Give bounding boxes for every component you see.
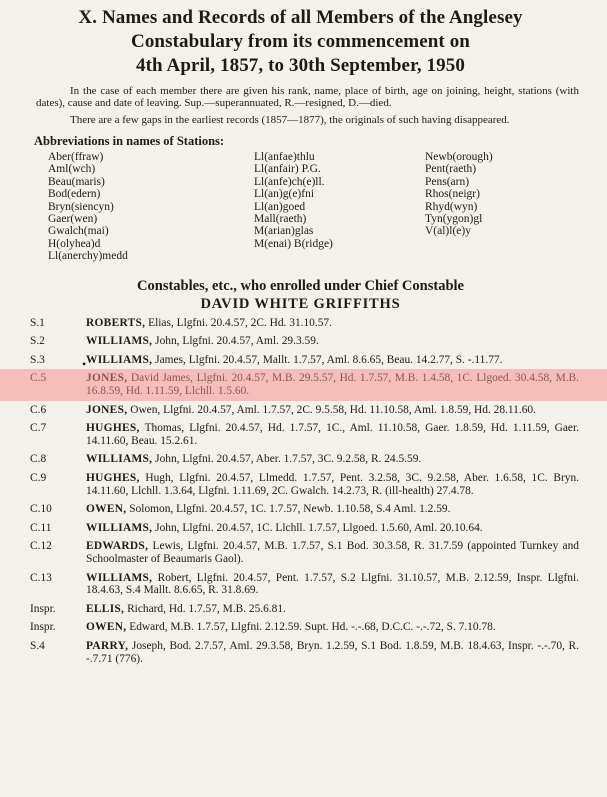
record-entry: [22, 317, 579, 330]
record-rank-code: C.10: [30, 503, 52, 516]
abbreviation-item: Bryn(siencyn): [48, 200, 114, 213]
record-entry: [22, 335, 579, 348]
record-text: [86, 472, 579, 497]
record-details: James, Llgfni. 20.4.57, Mallt. 1.7.57, Aml. 8.6.65, Beau. 14.2.77, S. -.11.77.: [152, 353, 503, 366]
abbreviation-item: Rhyd(wyn): [425, 200, 478, 213]
title-line-3: 4th April, 1857, to 30th September, 1950: [136, 55, 465, 76]
record-details: John, Llgfni. 20.4.57, Aber. 1.7.57, 3C. 9.2.58, R. 24.5.59.: [152, 453, 422, 466]
record-rank-code: C.9: [30, 472, 47, 484]
record-entry: [22, 621, 579, 634]
constable-records-list: [22, 317, 579, 665]
record-text: [86, 335, 579, 348]
record-details: Elias, Llgfni. 20.4.57, 2C. Hd. 31.10.57.: [145, 316, 332, 329]
intro-paragraph-1: In the case of each member there are given his rank, name, place of birth, age on joining, height, stations (with dates), cause and date of leaving. Sup.—superannuated, R.—resigned, D.—died.: [36, 85, 579, 109]
abbreviation-item: Bod(edern): [48, 188, 101, 201]
record-text: [86, 522, 579, 535]
record-text: [86, 354, 579, 367]
record-details: Joseph, Bod. 2.7.57, Aml. 29.3.58, Bryn. 1.2.59, S.1 Bod. 1.8.59, M.B. 18.4.63, Inspr. -.-.70, R. -.7.71 (776).: [86, 639, 579, 665]
abbreviation-item: Ll(anfae)thlu: [254, 151, 315, 163]
abbreviation-item: H(olyhea)d: [48, 237, 101, 250]
abbreviation-item: V(al)l(e)y: [425, 225, 471, 238]
record-rank-code: C.7: [30, 422, 47, 435]
record-details: John, Llgfni. 20.4.57, Aml. 29.3.59.: [152, 335, 319, 348]
abbreviation-item: Ll(anfe)ch(e)ll.: [254, 175, 325, 188]
abbreviation-item: M(arian)glas: [254, 225, 314, 238]
record-rank-code: C.11: [30, 521, 52, 534]
abbreviations-column-3: [425, 151, 575, 263]
record-details: Robert, Llgfni. 20.4.57, Pent. 1.7.57, S.2 Llgfni. 31.10.57, M.B. 2.12.59, Inspr. Llgfni. 18.4.63, S.4 Mallt. 8.6.65, R. 31.8.69.: [86, 571, 579, 597]
record-surname: WILLIAMS,: [86, 571, 153, 584]
abbreviation-item: Ll(an)g(e)fni: [254, 188, 315, 201]
record-rank-code: C.6: [30, 403, 47, 416]
record-surname: WILLIAMS,: [86, 521, 153, 534]
abbreviation-item: Ll(anfair) P.G.: [254, 163, 321, 176]
record-text: [86, 621, 579, 634]
row-highlight: [0, 369, 607, 401]
record-details: Hugh, Llgfni. 20.4.57, Llmedd. 1.7.57, Pent. 3.2.58, 3C. 9.2.58, Aber. 1.6.58, 1C. Bryn. 14.11.60, Llchll. 1.3.64, Llgfni. 1.11.69, 2C. Gwalch. 14.2.73, R. (ill-health) 27.4.78.: [86, 472, 579, 497]
record-entry: [22, 354, 579, 367]
record-surname: WILLIAMS,: [86, 335, 153, 348]
title-line-1: X. Names and Records of all Members of the Anglesey: [78, 7, 523, 28]
record-entry: [22, 453, 579, 466]
abbreviations-grid: [48, 151, 579, 263]
record-entry: [22, 422, 579, 447]
document-title: [22, 6, 579, 78]
record-entry: [22, 640, 579, 665]
record-entry: [22, 522, 579, 535]
record-surname: HUGHES,: [86, 472, 140, 484]
record-rank-code: S.4: [30, 639, 45, 652]
abbreviation-item: Gaer(wen): [48, 213, 98, 226]
record-text: [86, 503, 579, 516]
record-entry: [22, 540, 579, 565]
record-rank-code: Inspr.: [30, 602, 56, 615]
record-surname: OWEN,: [86, 621, 127, 634]
record-details: Richard, Hd. 1.7.57, M.B. 25.6.81.: [124, 602, 286, 615]
record-surname: HUGHES,: [86, 422, 140, 435]
record-surname: ROBERTS,: [86, 316, 146, 329]
record-entry: [22, 603, 579, 616]
record-surname: WILLIAMS,: [86, 353, 153, 366]
abbreviation-item: Gwalch(mai): [48, 225, 109, 238]
record-entry: [22, 503, 579, 516]
record-surname: ELLIS,: [86, 602, 125, 615]
record-details: Owen, Llgfni. 20.4.57, Aml. 1.7.57, 2C. 9.5.58, Hd. 11.10.58, Aml. 1.8.59, Hd. 28.11.60.: [127, 403, 536, 416]
record-text: [86, 572, 579, 597]
abbreviations-heading: Abbreviations in names of Stations:: [34, 134, 225, 148]
chief-constable-name: DAVID WHITE GRIFFITHS: [200, 295, 401, 312]
abbreviation-item: M(enai) B(ridge): [254, 237, 333, 250]
abbreviation-item: Newb(orough): [425, 151, 493, 163]
record-text: [86, 640, 579, 665]
abbreviations-column-1: [48, 151, 254, 263]
abbreviation-item: Tyn(ygon)gl: [425, 213, 483, 226]
record-text: [86, 404, 579, 417]
abbreviation-item: Beau(maris): [48, 175, 105, 188]
record-surname: JONES,: [86, 403, 128, 416]
record-text: [86, 453, 579, 466]
abbreviation-item: Pens(arn): [425, 175, 470, 188]
record-details: Solomon, Llgfni. 20.4.57, 1C. 1.7.57, Newb. 1.10.58, S.4 Aml. 1.2.59.: [126, 503, 451, 516]
abbreviation-item: Mall(raeth): [254, 213, 307, 226]
bullet-marker: •: [82, 356, 87, 371]
record-rank-code: C.8: [30, 453, 47, 466]
intro-paragraph-2: There are a few gaps in the earliest records (1857—1877), the originals of such having disappeared.: [70, 114, 510, 126]
record-rank-code: C.12: [30, 540, 52, 553]
record-details: Thomas, Llgfni. 20.4.57, Hd. 1.7.57, 1C., Aml. 11.10.58, Gaer. 1.8.59, Hd. 1.11.59, Gaer. 14.11.60, Beau. 15.2.61.: [86, 422, 579, 447]
record-entry: [22, 472, 579, 497]
abbreviation-item: Ll(an)goed: [254, 200, 306, 213]
abbreviation-item: Pent(raeth): [425, 163, 477, 176]
record-surname: PARRY,: [86, 639, 129, 652]
record-text: [86, 603, 579, 616]
abbreviation-item: Aber(ffraw): [48, 151, 104, 163]
record-rank-code: Inspr.: [30, 621, 56, 634]
title-line-2: Constabulary from its commencement on: [131, 31, 470, 52]
record-details: Edward, M.B. 1.7.57, Llgfni. 2.12.59. Supt. Hd. -.-.68, D.C.C. -.-.72, S. 7.10.78.: [126, 621, 496, 634]
abbreviation-item: Rhos(neigr): [425, 188, 480, 201]
record-rank-code: S.2: [30, 335, 45, 348]
record-entry: [22, 572, 579, 597]
abbreviation-item: Aml(wch): [48, 163, 96, 176]
section-heading: Constables, etc., who enrolled under Chief Constable: [137, 277, 464, 294]
record-surname: EDWARDS,: [86, 540, 149, 553]
record-rank-code: S.1: [30, 316, 45, 329]
record-details: Lewis, Llgfni. 20.4.57, M.B. 1.7.57, S.1 Bod. 30.3.58, R. 31.7.59 (appointed Turnkey and Schoolmaster of Beaumaris Gaol).: [86, 540, 579, 565]
record-surname: WILLIAMS,: [86, 453, 153, 466]
record-details: John, Llgfni. 20.4.57, 1C. Llchll. 1.7.57, Llgoed. 1.5.60, Aml. 20.10.64.: [152, 521, 483, 534]
abbreviations-column-2: [254, 151, 425, 263]
record-entry: [22, 404, 579, 417]
record-text: [86, 317, 579, 330]
record-text: [86, 540, 579, 565]
record-rank-code: C.13: [30, 571, 52, 584]
record-text: [86, 422, 579, 447]
abbreviation-item: Ll(anerchy)medd: [48, 250, 128, 263]
record-rank-code: S.3: [30, 353, 45, 366]
record-surname: OWEN,: [86, 503, 127, 516]
